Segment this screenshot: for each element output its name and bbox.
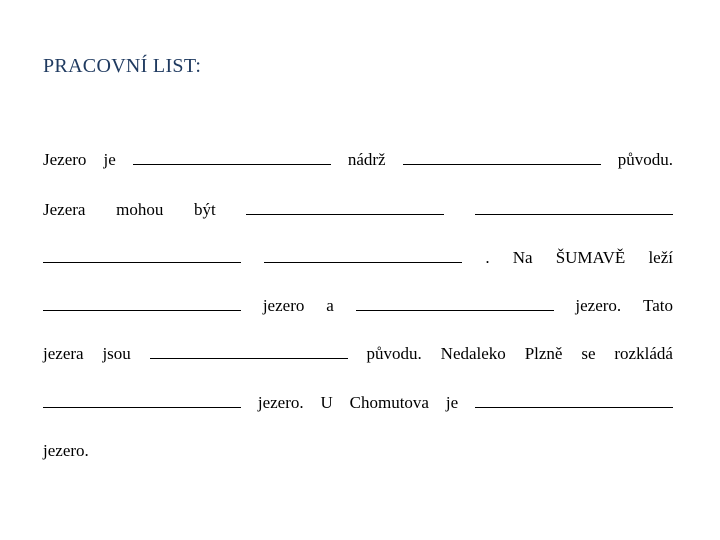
word: být [193, 200, 216, 219]
word: je [103, 150, 116, 169]
word: Chomutova [349, 393, 429, 412]
fill-in-blank[interactable] [150, 346, 348, 359]
word: jezero [262, 296, 305, 315]
word: jezero. [257, 393, 304, 412]
text-line-4 [43, 296, 673, 316]
word: jsou [102, 344, 131, 363]
word: nádrž [347, 150, 386, 169]
word: jezero. [43, 441, 89, 460]
word: Plzně [524, 344, 563, 363]
text-line-5 [43, 344, 673, 364]
word: a [326, 296, 334, 315]
fill-in-blank[interactable] [356, 298, 554, 311]
word: jezero. [575, 296, 622, 315]
word: jezera [43, 344, 84, 363]
word: je [445, 393, 459, 412]
fill-in-blank[interactable] [133, 152, 331, 165]
word: Tato [643, 296, 673, 315]
word: se [581, 344, 596, 363]
worksheet-title: PRACOVNÍ LIST: [43, 55, 202, 77]
fill-in-blank[interactable] [475, 202, 673, 215]
word: ŠUMAVĚ [555, 248, 626, 267]
text-line-7 [43, 441, 673, 461]
fill-in-blank[interactable] [264, 250, 462, 263]
text-line-1 [43, 150, 673, 170]
word: Jezera [43, 200, 86, 219]
text-line-2 [43, 200, 673, 220]
fill-in-blank[interactable] [43, 395, 241, 408]
text-line-6 [43, 393, 673, 413]
word: rozkládá [614, 344, 673, 363]
fill-in-blank[interactable] [246, 202, 444, 215]
word: původu. [617, 150, 673, 169]
word: U [320, 393, 333, 412]
fill-in-blank[interactable] [403, 152, 601, 165]
word: Nedaleko [440, 344, 506, 363]
fill-in-blank[interactable] [475, 395, 673, 408]
fill-in-blank[interactable] [43, 298, 241, 311]
word: Na [512, 248, 533, 267]
word: leží [648, 248, 673, 267]
word: Jezero [43, 150, 87, 169]
word: původu. [366, 344, 422, 363]
period: . [485, 248, 490, 267]
text-line-3 [43, 248, 673, 268]
fill-in-blank[interactable] [43, 250, 241, 263]
word: mohou [116, 200, 164, 219]
